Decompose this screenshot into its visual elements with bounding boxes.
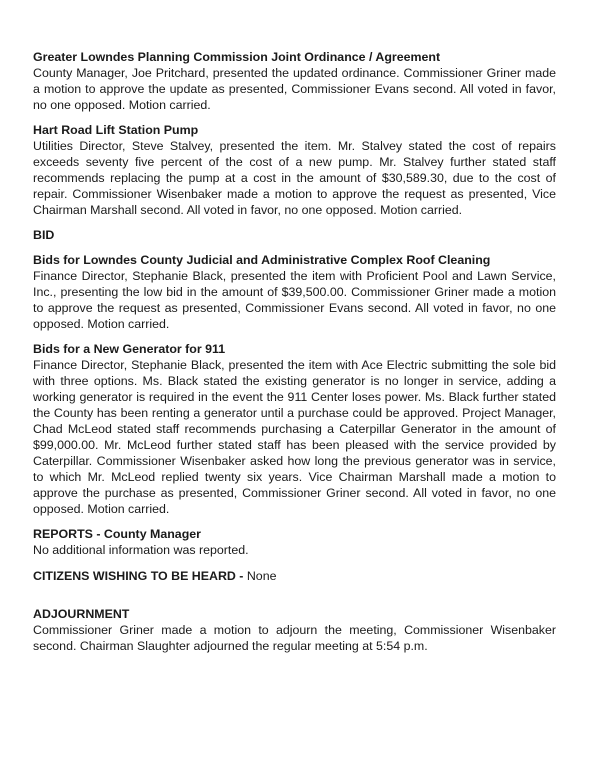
section-reports-county-manager: [33, 526, 556, 558]
section-body: Finance Director, Stephanie Black, presented the item with Proficient Pool and Lawn Service, Inc., presenting the low bid in the amount of $39,500.00. Commissioner Griner made a motion to approve the request as presented, Commissioner Evans second. All voted in favor, no one opposed. Motion carried.: [33, 269, 556, 331]
section-heading: REPORTS - County Manager: [33, 527, 201, 541]
section-bid: [33, 227, 556, 243]
section-body: Finance Director, Stephanie Black, presented the item with Ace Electric submitting the sole bid with three options. Ms. Black stated the existing generator is no longer in service, adding a working generator is required in the event the 911 Center loses power. Ms. Black further stated the County has been renting a generator until a purchase could be approved. Project Manager, Chad McLeod stated staff recommends purchasing a Caterpillar Generator in the amount of $99,000.00. Mr. McLeod further stated staff has been pleased with the service provided by Caterpillar. Commissioner Wisenbaker asked how long the previous generator was in service, to which Mr. McLeod replied twenty six years. Vice Chairman Marshall made a motion to approve the purchase as presented, Commissioner Griner second. All voted in favor, no one opposed. Motion carried.: [33, 358, 556, 516]
section-body: Utilities Director, Steve Stalvey, presented the item. Mr. Stalvey stated the cost of repairs exceeds seventy five percent of the cost of a new pump. Mr. Stalvey further stated staff recommends replacing the pump at a cost in the amount of $30,589.30, due to the cost of repair. Commissioner Wisenbaker made a motion to approve the request as presented, Vice Chairman Marshall second. All voted in favor, no one opposed. Motion carried.: [33, 139, 556, 217]
section-adjournment: [33, 606, 556, 654]
section-heading: ADJOURNMENT: [33, 607, 130, 621]
section-citizens-heard: [33, 568, 556, 584]
section-heading: Bids for Lowndes County Judicial and Administrative Complex Roof Cleaning: [33, 253, 491, 267]
section-generator-bids: [33, 341, 556, 517]
section-heading: [33, 568, 556, 584]
section-heading: BID: [33, 228, 55, 242]
section-roof-cleaning-bids: [33, 252, 556, 332]
section-inline-value: None: [246, 569, 277, 583]
section-heading-label: CITIZENS WISHING TO BE HEARD -: [33, 569, 247, 583]
section-heading: Hart Road Lift Station Pump: [33, 123, 199, 137]
section-heading: Bids for a New Generator for 911: [33, 342, 226, 356]
section-body: Commissioner Griner made a motion to adjourn the meeting, Commissioner Wisenbaker second. Chairman Slaughter adjourned the regular meeting at 5:54 p.m.: [33, 623, 556, 653]
section-heading: Greater Lowndes Planning Commission Joint Ordinance / Agreement: [33, 50, 441, 64]
section-body: No additional information was reported.: [33, 543, 249, 557]
section-hart-road-pump: [33, 122, 556, 218]
minutes-page: [33, 49, 556, 654]
section-body: County Manager, Joe Pritchard, presented the updated ordinance. Commissioner Griner made a motion to approve the update as presented, Commissioner Evans second. All voted in favor, no one opposed. Motion carried.: [33, 66, 556, 112]
section-planning-commission-ordinance: [33, 49, 556, 113]
